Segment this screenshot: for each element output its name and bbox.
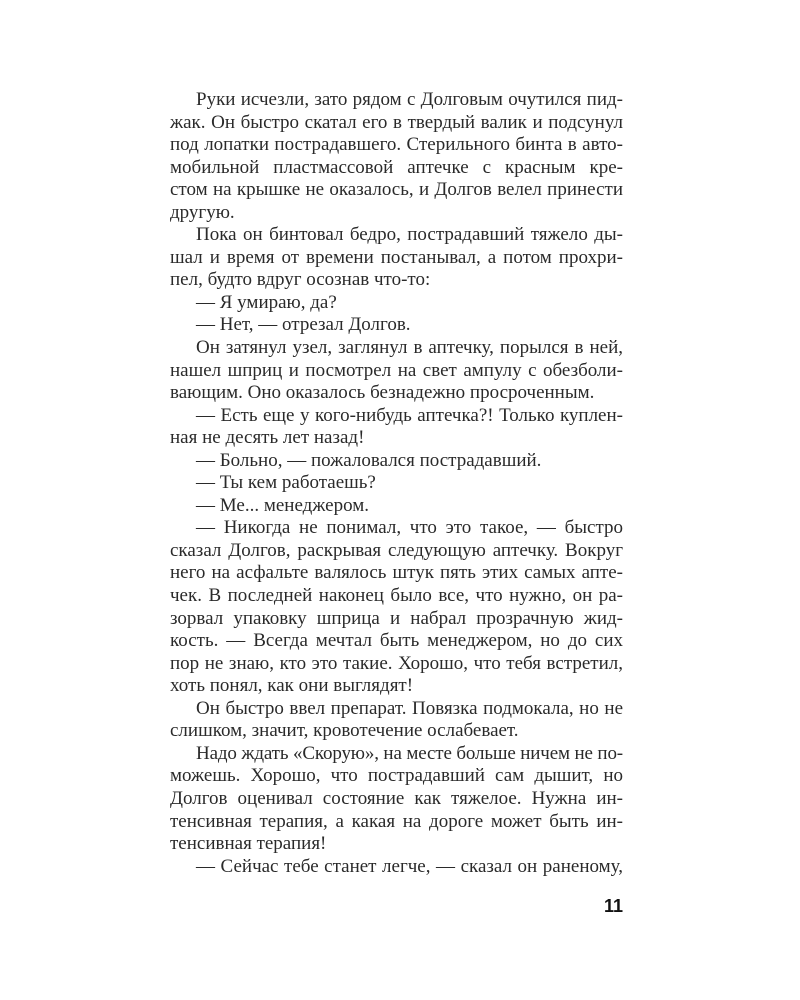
- body-text: [170, 89, 623, 878]
- text-line-content: вающим. Оно оказалось безнадежно просроченным.: [170, 382, 595, 404]
- text-line-content: — Я умираю, да?: [196, 291, 337, 313]
- text-line-content: шал и время от времени постанывал, а потом прохри-: [170, 246, 623, 268]
- text-line: [170, 179, 623, 202]
- text-line-content: чек. В последней наконец было все, что нужно, он ра-: [170, 585, 623, 607]
- text-line-content: — Сейчас тебе станет легче, — сказал он раненому,: [196, 855, 623, 877]
- text-line: [170, 788, 623, 811]
- text-line: [170, 112, 623, 135]
- text-line: [170, 382, 623, 405]
- text-line-content: — Ты кем работаешь?: [196, 472, 376, 494]
- text-line: [170, 427, 623, 450]
- text-line-content: — Есть еще у кого-нибудь аптечка?! Только куплен-: [196, 404, 623, 426]
- text-line: [170, 450, 623, 473]
- text-line: [170, 630, 623, 653]
- text-line-content: — Ме... менеджером.: [196, 494, 370, 516]
- text-line-content: жак. Он быстро скатал его в твердый валик и подсунул: [170, 111, 623, 133]
- text-line: [170, 405, 623, 428]
- text-line-content: другую.: [170, 201, 235, 223]
- text-line-content: тенсивная терапия!: [170, 833, 327, 855]
- text-line-content: Руки исчезли, зато рядом с Долговым очутился пид-: [196, 89, 623, 110]
- text-line-content: кость. — Всегда мечтал быть менеджером, но до сих: [170, 630, 623, 652]
- text-line-content: зорвал упаковку шприца и набрал прозрачную жид-: [170, 607, 623, 629]
- text-line-content: Он затянул узел, заглянул в аптечку, порылся в ней,: [196, 337, 623, 359]
- text-line: [170, 585, 623, 608]
- text-line-content: можешь. Хорошо, что пострадавший сам дышит, но: [170, 765, 623, 787]
- text-line: [170, 157, 623, 180]
- text-line: [170, 720, 623, 743]
- text-line-content: сказал Долгов, раскрывая следующую аптечку. Вокруг: [170, 539, 623, 561]
- text-line-content: — Никогда не понимал, что это такое, — быстро: [196, 517, 623, 539]
- text-line: [170, 653, 623, 676]
- text-line: [170, 337, 623, 360]
- text-line: [170, 765, 623, 788]
- text-line: [170, 675, 623, 698]
- text-line: [170, 269, 623, 292]
- text-line: [170, 202, 623, 225]
- text-line-content: него на асфальте валялось штук пять этих самых апте-: [170, 562, 623, 584]
- text-line: [170, 134, 623, 157]
- text-line-content: Пока он бинтовал бедро, пострадавший тяжело ды-: [196, 224, 623, 246]
- text-line-content: тенсивная терапия, а какая на дороге может быть ин-: [170, 810, 623, 832]
- text-line: [170, 608, 623, 631]
- text-line-content: пел, будто вдруг осознав что-то:: [170, 269, 431, 291]
- text-line: [170, 698, 623, 721]
- text-line-content: мобильной пластмассовой аптечке с красным кре-: [170, 156, 623, 178]
- text-line: [170, 495, 623, 518]
- text-line-content: — Нет, — отрезал Долгов.: [196, 314, 411, 336]
- text-line: [170, 540, 623, 563]
- text-line: [170, 360, 623, 383]
- text-line-content: — Больно, — пожаловался пострадавший.: [196, 449, 542, 471]
- text-line-content: стом на крышке не оказалось, и Долгов велел принести: [170, 179, 623, 201]
- text-line: [170, 292, 623, 315]
- text-line-content: под лопатки пострадавшего. Стерильного бинта в авто-: [170, 134, 623, 156]
- text-line-content: Он быстро ввел препарат. Повязка подмокала, но не: [196, 697, 623, 719]
- text-line: [170, 224, 623, 247]
- text-line-content: хоть понял, как они выглядят!: [170, 675, 414, 697]
- text-line-content: ная не десять лет назад!: [170, 427, 365, 449]
- text-line-content: Надо ждать «Скорую», на месте больше ничем не по-: [196, 742, 623, 764]
- page-number: 11: [603, 896, 623, 916]
- text-line: [170, 89, 623, 112]
- text-line: [170, 472, 623, 495]
- text-line-content: слишком, значит, кровотечение ослабевает.: [170, 720, 519, 742]
- text-line-content: Долгов оценивал состояние как тяжелое. Нужна ин-: [170, 787, 623, 809]
- text-line-content: нашел шприц и посмотрел на свет ампулу с обезболи-: [170, 359, 623, 381]
- text-line: [170, 314, 623, 337]
- text-line: [170, 833, 623, 856]
- text-line-content: пор не знаю, кто это такие. Хорошо, что тебя встретил,: [170, 652, 623, 674]
- text-line: [170, 247, 623, 270]
- text-line: [170, 562, 623, 585]
- text-line: [170, 856, 623, 879]
- text-line: [170, 517, 623, 540]
- text-line: [170, 743, 623, 766]
- text-line: [170, 811, 623, 834]
